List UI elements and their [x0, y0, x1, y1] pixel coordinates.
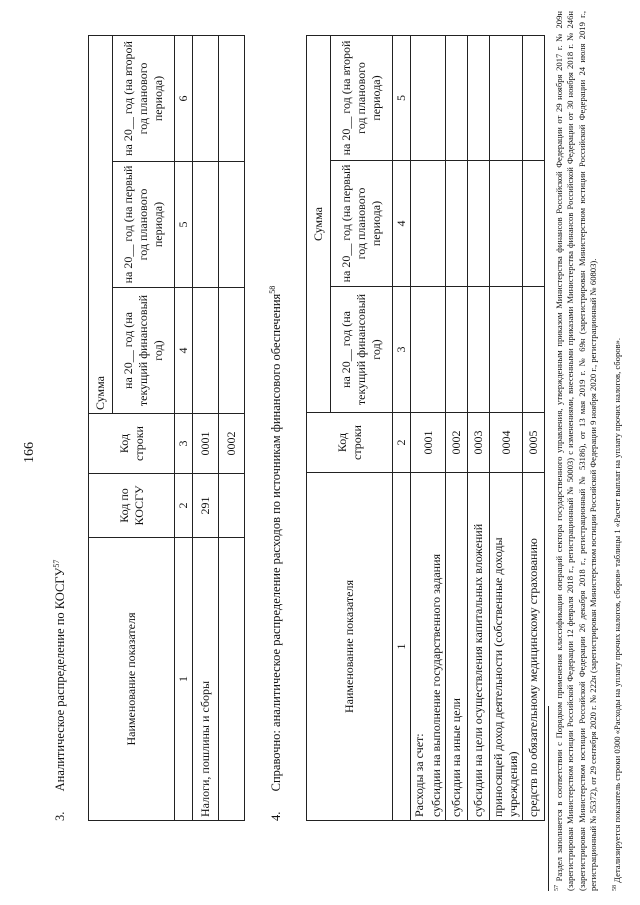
row-name	[219, 538, 245, 821]
table-row	[219, 35, 245, 820]
cell-current-year	[219, 288, 245, 414]
row-name: субсидии на цели осуществления капитальных вложений	[468, 473, 490, 821]
header-row-code: Код строки	[307, 413, 393, 473]
row-kosgu: 291	[193, 474, 219, 538]
header-sum: Сумма	[89, 35, 113, 413]
footnote-text: Раздел заполняется в соответствии с Порядком применения классификации операций сектора государственного управления, утвержденным приказом Министерства финансов Российской Федерации от 29 ноября 2017 г. № 209н (зарегистрирован Министерством юстиции Российской Федерации 12 февраля 2018 г., регистрационный № 50003) с изменениями, внесенными приказами Министерства финансов Российской Федерации от 30 ноября 2018 г. № 246н (зарегистрирован Министерством юстиции Российской Федерации 26 декабря 2018 г., регистрационный № 53186), от 13 мая 2019 г. № 69н (зарегистрирован Министерством юстиции Российской Федерации 24 июля 2019 г., регистрационный № 55372), от 29 сентября 2020 г. № 222н (зарегистрирован Министерством юстиции Российской Федерации 9 ноября 2020 г., регистрационный № 60803).	[554, 11, 599, 891]
section4-title: Справочно: аналитическое распределение расходов по источникам финансового обеспечения	[269, 293, 284, 792]
col-number: 5	[393, 35, 411, 160]
footnote-58	[612, 11, 623, 891]
col-number: 4	[175, 288, 193, 414]
col-number: 1	[393, 473, 411, 821]
section4-footnote-ref: 58	[268, 285, 277, 294]
cell-first-year	[490, 161, 523, 287]
header-first-year: на 20__ год (на первый год планового периода)	[331, 161, 393, 287]
cell-current-year	[490, 287, 523, 413]
section3-number: 3.	[53, 811, 68, 821]
col-number: 1	[175, 538, 193, 821]
row-name: Расходы за счет:	[411, 473, 429, 821]
col-number: 5	[175, 162, 193, 288]
cell-second-year	[523, 35, 545, 160]
row-code: 0002	[446, 413, 468, 473]
cell-first-year	[523, 161, 545, 287]
table-row	[446, 35, 468, 820]
kosgu-table	[88, 35, 245, 821]
row-name: приносящей доход деятельности (собственные доходы учреждения)	[490, 473, 523, 821]
section3-heading	[52, 560, 68, 821]
header-row-code: Код строки	[89, 414, 175, 474]
cell-current-year	[193, 288, 219, 414]
header-name: Наименование показателя	[89, 538, 175, 821]
page-number: 166	[22, 442, 37, 463]
header-second-year: на 20__ год (на второй год планового периода)	[113, 35, 175, 161]
footnote-number: 57	[554, 885, 561, 891]
cell-first-year	[193, 162, 219, 288]
row-code: 0002	[219, 414, 245, 474]
cell-second-year	[468, 35, 490, 160]
row-name: средств по обязательному медицинскому страхованию	[523, 473, 545, 821]
section3-footnote-ref: 57	[52, 559, 61, 568]
footnote-divider	[548, 706, 549, 891]
cell-current-year	[523, 287, 545, 413]
col-number: 2	[175, 474, 193, 538]
table-row	[193, 35, 219, 820]
table-row	[490, 35, 523, 820]
col-number: 3	[175, 414, 193, 474]
footnote-number: 58	[612, 885, 619, 891]
cell-second-year	[446, 35, 468, 160]
row-code: 0004	[490, 413, 523, 473]
header-first-year: на 20__ год (на первый год планового периода)	[113, 162, 175, 288]
header-current-year: на 20__ год (на текущий финансовый год)	[113, 288, 175, 414]
header-sum: Сумма	[307, 35, 331, 412]
row-code: 0003	[468, 413, 490, 473]
row-code: 0001	[193, 414, 219, 474]
section4-number: 4.	[269, 811, 284, 821]
section3-title: Аналитическое распределение по КОСГУ	[53, 567, 68, 792]
header-current-year: на 20__ год (на текущий финансовый год)	[331, 287, 393, 413]
cell-second-year	[193, 35, 219, 161]
cell-first-year	[411, 161, 446, 287]
row-code: 0005	[523, 413, 545, 473]
cell-current-year	[446, 287, 468, 413]
row-code: 0001	[411, 413, 446, 473]
row-name: субсидии на выполнение государственного задания	[428, 473, 446, 821]
col-number: 3	[393, 287, 411, 413]
cell-first-year	[468, 161, 490, 287]
section4-heading	[268, 286, 284, 821]
header-name: Наименование показателя	[307, 473, 393, 821]
col-number: 6	[175, 35, 193, 161]
cell-current-year	[468, 287, 490, 413]
table-row	[523, 35, 545, 820]
funding-sources-table	[306, 35, 545, 821]
cell-second-year	[411, 35, 446, 160]
header-second-year: на 20__ год (на второй год планового периода)	[331, 35, 393, 160]
cell-first-year	[219, 162, 245, 288]
col-number: 2	[393, 413, 411, 473]
header-kosgu: Код по КОСГУ	[89, 474, 175, 538]
cell-current-year	[411, 287, 446, 413]
row-kosgu	[219, 474, 245, 538]
table-row	[411, 35, 429, 820]
cell-second-year	[490, 35, 523, 160]
cell-second-year	[219, 35, 245, 161]
footnote-57	[554, 11, 599, 891]
cell-first-year	[446, 161, 468, 287]
row-name: Налоги, пошлины и сборы	[193, 538, 219, 821]
footnote-text: Детализируется показатель строки 0300 «Расходы на уплату прочих налогов, сборов» таблицы 1 «Расчет выплат на уплату прочих налогов, сборов».	[612, 337, 622, 883]
col-number: 4	[393, 161, 411, 287]
row-name: субсидии на иные цели	[446, 473, 468, 821]
table-row	[468, 35, 490, 820]
